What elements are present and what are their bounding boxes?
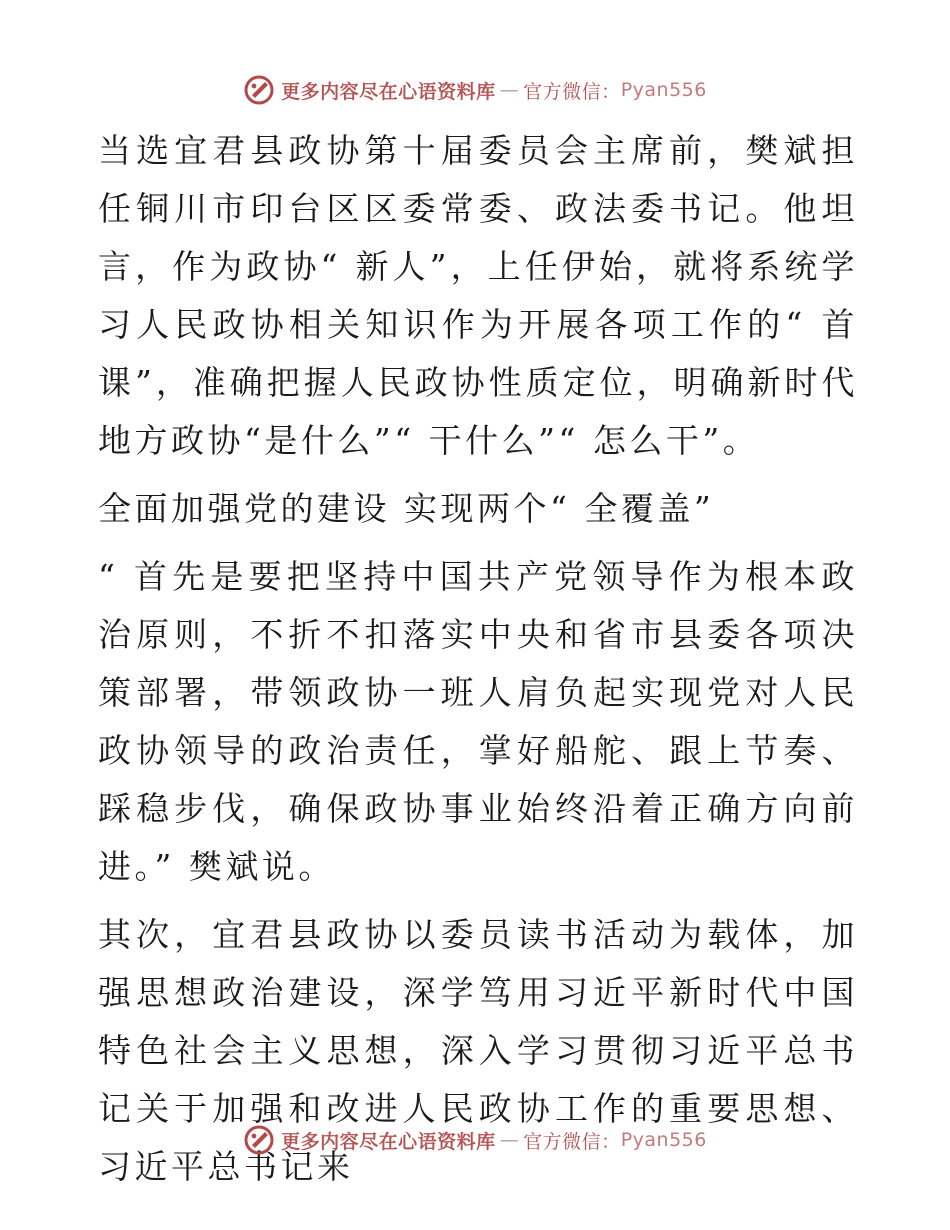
paragraph-quote: “ 首先是要把坚持中国共产党领导作为根本政治原则，不折不扣落实中央和省市县委各项决策部署，带领政协一班人肩负起实现党对人民政协领导的政治责任，掌好船舵、跟上节奏、踩稳步伐，确保政协事业始终沿着正确方向前进。” 樊斌说。 <box>98 557 858 886</box>
brand-logo-icon <box>243 74 275 106</box>
watermark-brand: 更多内容尽在心语资料库 <box>281 1130 496 1153</box>
watermark-separator: — <box>499 79 520 101</box>
watermark-wechat-id: Pyan556 <box>620 79 707 101</box>
paragraph-second: 其次，宜君县政协以委员读书活动为载体，加强思想政治建设，深学笃用习近平新时代中国特色社会主义思想，深入学习贯彻习近平总书记关于加强和改进人民政协工作的重要思想、习近平总书记来 <box>98 915 858 1186</box>
watermark-wechat-label: 官方微信： <box>523 1130 621 1153</box>
paragraph-intro: 当选宜君县政协第十届委员会主席前，樊斌担任铜川市印台区区委常委、政法委书记。他坦言，作为政协“ 新人”，上任伊始，就将系统学习人民政协相关知识作为开展各项工作的“ 首课”，准确把握人民政协性质定位，明确新时代地方政协“是什么”“ 干什么”“ 怎么干”。 <box>98 131 858 460</box>
header-watermark <box>0 70 950 110</box>
watermark-wechat-id: Pyan556 <box>620 1129 707 1151</box>
watermark-brand: 更多内容尽在心语资料库 <box>281 80 496 103</box>
section-heading: 全面加强党的建设 实现两个“ 全覆盖” <box>98 489 715 528</box>
brand-logo-icon <box>243 1124 275 1156</box>
document-body <box>98 122 858 1196</box>
footer-watermark <box>0 1120 950 1160</box>
watermark-separator: — <box>499 1129 520 1151</box>
watermark-wechat-label: 官方微信： <box>523 80 621 103</box>
